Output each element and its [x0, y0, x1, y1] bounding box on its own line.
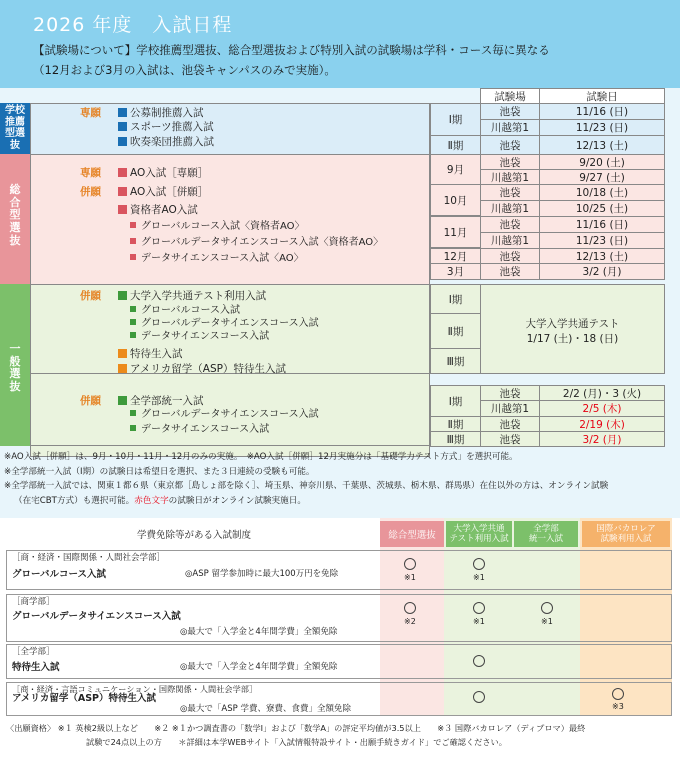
- check-circle: [404, 558, 416, 570]
- exam-item: 全学部統一入試: [118, 396, 204, 407]
- venue-cell: 川越第1: [490, 203, 530, 215]
- check-circle: [473, 691, 485, 703]
- footnote: ※全学部統一入試（Ⅰ期）の試験日は希望日を選択、また３日連続の受験も可能。: [4, 467, 315, 477]
- label-ao: 総合型選抜: [9, 183, 21, 247]
- sub-item: データサイエンスコース入試: [130, 425, 269, 435]
- period-cell: Ⅲ期: [446, 433, 465, 446]
- venue-cell: 池袋: [499, 433, 521, 446]
- date-cell: 9/20 (土): [579, 156, 625, 169]
- period-cell: Ⅱ期: [447, 418, 464, 431]
- col-ao: 総合型選抜: [380, 521, 444, 547]
- sub-item: グローバルデータサイエンスコース入試: [130, 410, 319, 420]
- date-cell: 3/2 (月): [582, 266, 622, 278]
- date-cell: 3/2 (月): [582, 433, 622, 446]
- month-cell: 9月: [446, 164, 465, 176]
- venue-note: 【試験場について】学校推薦型選抜、総合型選抜および特別入試の試験場は学科・コース毎に異なる: [33, 43, 550, 57]
- venue-cell: 川越第1: [490, 235, 530, 247]
- col-all: 全学部 統一入試: [514, 521, 578, 547]
- exam-item: 資格者AO入試: [118, 205, 198, 216]
- sub-item: グローバルコース入試: [130, 306, 240, 316]
- date-cell: 9/27 (土): [579, 171, 625, 184]
- exam-item: アメリカ留学（ASP）特待生入試: [118, 364, 286, 375]
- exam-item: AO入試［専願］: [118, 168, 208, 179]
- col-ib: 国際バカロレア 試験利用入試: [582, 521, 670, 547]
- exam-item: 大学入学共通テスト利用入試: [118, 291, 266, 302]
- page-title: 2026 年度 入試日程: [33, 14, 233, 36]
- period-cell: Ⅰ期: [448, 293, 463, 306]
- period-cell: Ⅱ期: [447, 325, 464, 338]
- check-circle: [473, 602, 485, 614]
- month-cell: 10月: [443, 194, 468, 207]
- check-circle: [473, 558, 485, 570]
- sub-item: グローバルデータサイエンスコース入試: [130, 319, 319, 329]
- date-cell: 12/13 (土): [575, 250, 629, 263]
- venue-header: 試験場: [494, 90, 526, 103]
- date-cell: 11/16 (日): [575, 219, 629, 231]
- date-cell: 10/18 (土): [575, 187, 629, 199]
- sub-item: データサイエンスコース入試: [130, 332, 269, 342]
- date-cell: 11/23 (日): [575, 235, 629, 247]
- sub-item: グローバルコース入試〈資格者AO〉: [130, 222, 305, 232]
- venue-cell: 川越第1: [490, 403, 530, 415]
- venue-cell: 池袋: [499, 219, 521, 231]
- footnote: （在宅CBT方式）も選択可能。赤色文字の試験日がオンライン試験実施日。: [14, 496, 306, 506]
- tag-senkan: 専願: [80, 167, 101, 179]
- exam-item: 公募制推薦入試: [118, 108, 204, 119]
- date-cell: 2/5 (木): [582, 403, 622, 415]
- eligibility-note: 〈出願資格〉 ※１ 英検2級以上など ※２ ※１かつ調査書の「数学Ⅰ」および「数学A」の評定平均値が3.5以上 ※３ 国際バカロレア（ディプロマ）最終: [6, 723, 586, 733]
- venue-cell: 池袋: [499, 106, 521, 118]
- venue-cell: 池袋: [499, 387, 521, 400]
- label-general: 一般選抜: [9, 342, 21, 393]
- common-test-label: 大学入学共通テスト: [525, 317, 620, 330]
- venue-note-2: （12月および3月の入試は、池袋キャンパスのみで実施）。: [33, 63, 336, 77]
- venue-cell: 池袋: [499, 156, 521, 169]
- tag-senkan: 専願: [80, 107, 101, 119]
- period-cell: Ⅱ期: [447, 139, 464, 152]
- check-circle: [404, 602, 416, 614]
- date-cell: 11/23 (日): [575, 122, 629, 134]
- venue-cell: 川越第1: [490, 122, 530, 134]
- benefit-header: 学費免除等がある入試制度: [136, 530, 251, 541]
- month-cell: 12月: [443, 250, 468, 263]
- sub-item: グローバルデータサイエンスコース入試〈資格者AO〉: [130, 238, 383, 248]
- check-circle: [541, 602, 553, 614]
- footnote: ※AO入試［併願］は、9月・10月・11月・12月のみの実施。 ※AO入試［併願］12月実施分は「基礎学力テスト方式」を選択可能。: [4, 452, 518, 462]
- venue-cell: 池袋: [499, 250, 521, 263]
- check-circle: [473, 655, 485, 667]
- tag-heikan: 併願: [80, 290, 101, 302]
- venue-cell: 池袋: [499, 187, 521, 199]
- footnote: ※全学部統一入試では、関東１都６県（東京都［島しょ部を除く］、埼玉県、神奈川県、千葉県、茨城県、栃木県、群馬県）在住以外の方は、オンライン試験: [4, 481, 609, 491]
- exam-item: スポーツ推薦入試: [118, 122, 214, 133]
- schedule-panel: [0, 88, 680, 518]
- date-cell: 10/25 (土): [575, 203, 629, 215]
- date-cell: 2/2 (月)・3 (火): [562, 387, 642, 400]
- common-test-date: 1/17 (土)・18 (日): [526, 332, 619, 345]
- check-circle: [612, 688, 624, 700]
- venue-cell: 池袋: [499, 139, 521, 152]
- period-cell: Ⅲ期: [446, 355, 465, 368]
- date-cell: 12/13 (土): [575, 139, 629, 152]
- tag-heikan: 併願: [80, 395, 101, 407]
- benefit-section: 学費免除等がある入試制度 総合型選抜 大学入学共通 テスト利用入試 全学部 統一入試 国際バカロレア 試験利用入試 ［商・経済・国際関係・人間社会学部］ グローバルコース入試 ◎ASP 留学参加時に最大100万円を免除 ※1 ※1 ［商学部］ グローバルデータサイエンスコース入試 ◎最大で「入学金と4年間学費」全額免除 ※2 ※1 ※1 ［全学部］ 特待生入試 ◎最大で「入学金と4年間学費」全額免除 ［商・経済・言語コミュニケーション・国際関係・人間社会学部］ アメリカ留学（ASP）特待生入試 ◎最大で「ASP 学費、寮費、食費」全額免除 ※3 〈出願資格〉 ※１ 英検2級以上など ※２ ※１かつ調査書の「数学Ⅰ」および「数学A」の評定平均値が3.5以上 ※３ 国際バカロレア（ディプロマ）最終 試験で24点以上の方 ＊詳細は本学WEBサイト「入試情報特設サイト・出願手続きガイド」でご確認ください。: [0, 518, 680, 760]
- period-cell: Ⅰ期: [448, 395, 463, 408]
- header-band: [0, 0, 680, 88]
- exam-item: 吹奏楽団推薦入試: [118, 137, 214, 148]
- col-common: 大学入学共通 テスト利用入試: [446, 521, 512, 547]
- date-cell: 11/16 (日): [575, 106, 629, 118]
- exam-item: AO入試［併願］: [118, 187, 208, 198]
- benefit-row: [6, 644, 672, 679]
- period-cell: Ⅰ期: [448, 114, 463, 126]
- date-cell: 2/19 (木): [579, 418, 625, 431]
- month-cell: 3月: [446, 266, 465, 278]
- label-school: 学校推薦型選抜: [5, 105, 25, 151]
- month-cell: 11月: [443, 226, 468, 239]
- date-header: 試験日: [586, 90, 618, 103]
- tag-heikan: 併願: [80, 186, 101, 198]
- exam-item: 特待生入試: [118, 349, 183, 360]
- sub-item: データサイエンスコース入試〈AO〉: [130, 254, 304, 264]
- venue-cell: 池袋: [499, 418, 521, 431]
- venue-cell: 川越第1: [490, 171, 530, 184]
- eligibility-note-2: 試験で24点以上の方 ＊詳細は本学WEBサイト「入試情報特設サイト・出願手続きガイド」でご確認ください。: [86, 737, 507, 747]
- venue-cell: 池袋: [499, 266, 521, 278]
